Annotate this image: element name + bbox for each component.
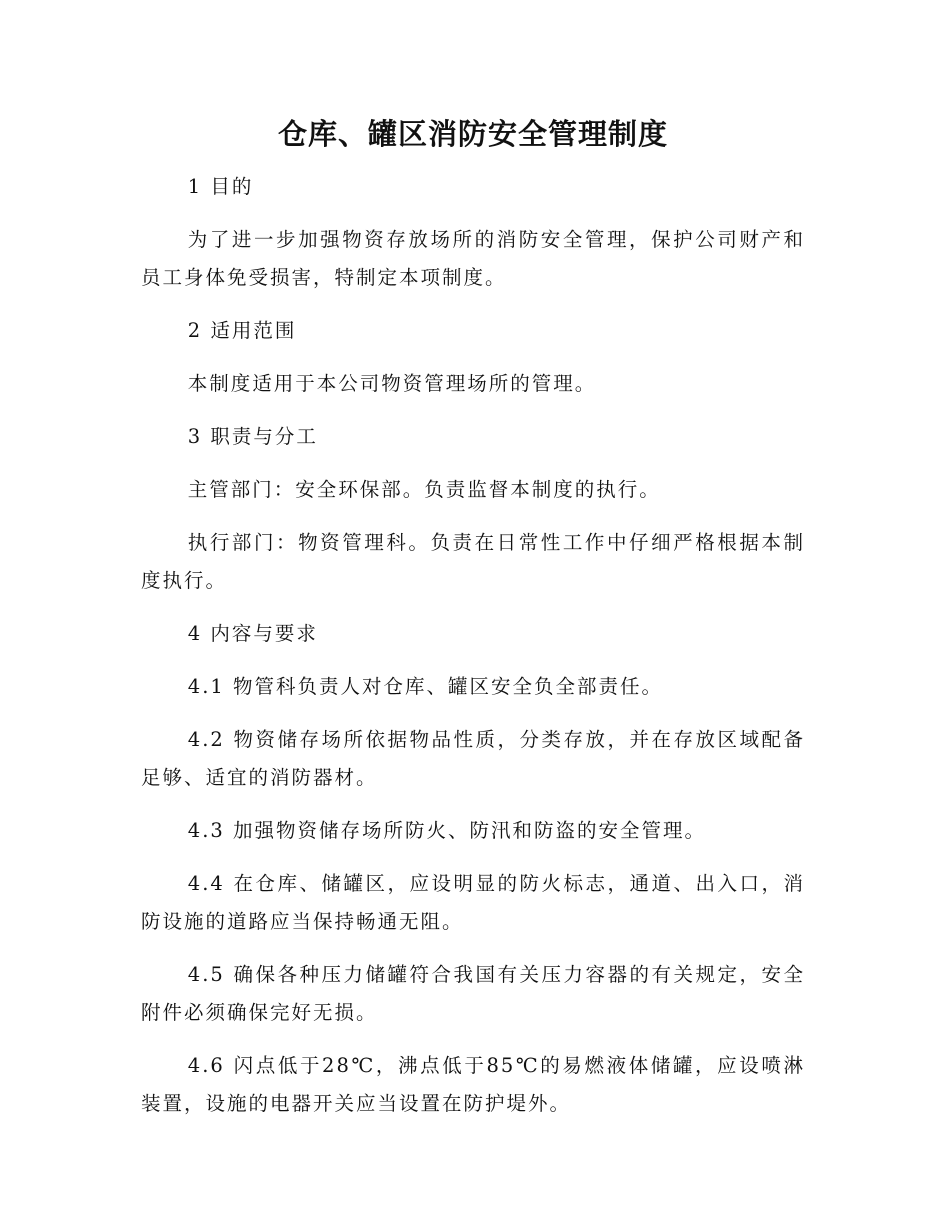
paragraph-scope: 本制度适用于本公司物资管理场所的管理。: [187, 372, 597, 395]
paragraph-gap: [141, 297, 805, 312]
paragraph-gap: [141, 653, 805, 668]
section-heading-requirements: 4 内容与要求: [187, 622, 318, 645]
paragraph-item-4-6: 4.6 闪点低于28℃，沸点低于85℃的易燃液体储罐，应设喷淋装置，设施的电器开关应当设置在防护堤外。: [141, 1054, 805, 1115]
section-heading-responsibilities: 3 职责与分工: [187, 425, 318, 448]
document-title: 仓库、罐区消防安全管理制度: [277, 117, 668, 151]
paragraph-gap: [141, 403, 805, 418]
paragraph-gap: [141, 600, 805, 615]
paragraph-item-4-2: 4.2 物资储存场所依据物品性质，分类存放，并在存放区域配备足够、适宜的消防器材。: [141, 728, 805, 789]
paragraph-item-4-3: 4.3 加强物资储存场所防火、防汛和防盗的安全管理。: [187, 819, 707, 842]
paragraph-gap: [141, 850, 805, 865]
paragraph-gap: [141, 1032, 805, 1047]
section-heading-scope: 2 适用范围: [187, 319, 297, 342]
paragraph-gap: [141, 706, 805, 721]
paragraph-item-4-1: 4.1 物管科负责人对仓库、罐区安全负全部责任。: [187, 675, 664, 698]
title-gap: [141, 160, 805, 168]
section-heading-purpose: 1 目的: [187, 175, 254, 198]
paragraph-gap: [141, 206, 805, 221]
document-page: [141, 108, 805, 1123]
paragraph-gap: [141, 941, 805, 956]
paragraph-gap: [141, 509, 805, 524]
paragraph-gap: [141, 456, 805, 471]
paragraph-item-4-4: 4.4 在仓库、储罐区，应设明显的防火标志，通道、出入口，消防设施的道路应当保持畅通无阻。: [141, 872, 805, 933]
paragraph-gap: [141, 350, 805, 365]
paragraph-executing-dept: 执行部门：物资管理科。负责在日常性工作中仔细严格根据本制度执行。: [141, 531, 805, 592]
paragraph-item-4-5: 4.5 确保各种压力储罐符合我国有关压力容器的有关规定，安全附件必须确保完好无损。: [141, 963, 805, 1024]
paragraph-purpose: 为了进一步加强物资存放场所的消防安全管理，保护公司财产和员工身体免受损害，特制定本项制度。: [141, 228, 805, 289]
paragraph-gap: [141, 797, 805, 812]
paragraph-supervising-dept: 主管部门：安全环保部。负责监督本制度的执行。: [187, 478, 661, 501]
